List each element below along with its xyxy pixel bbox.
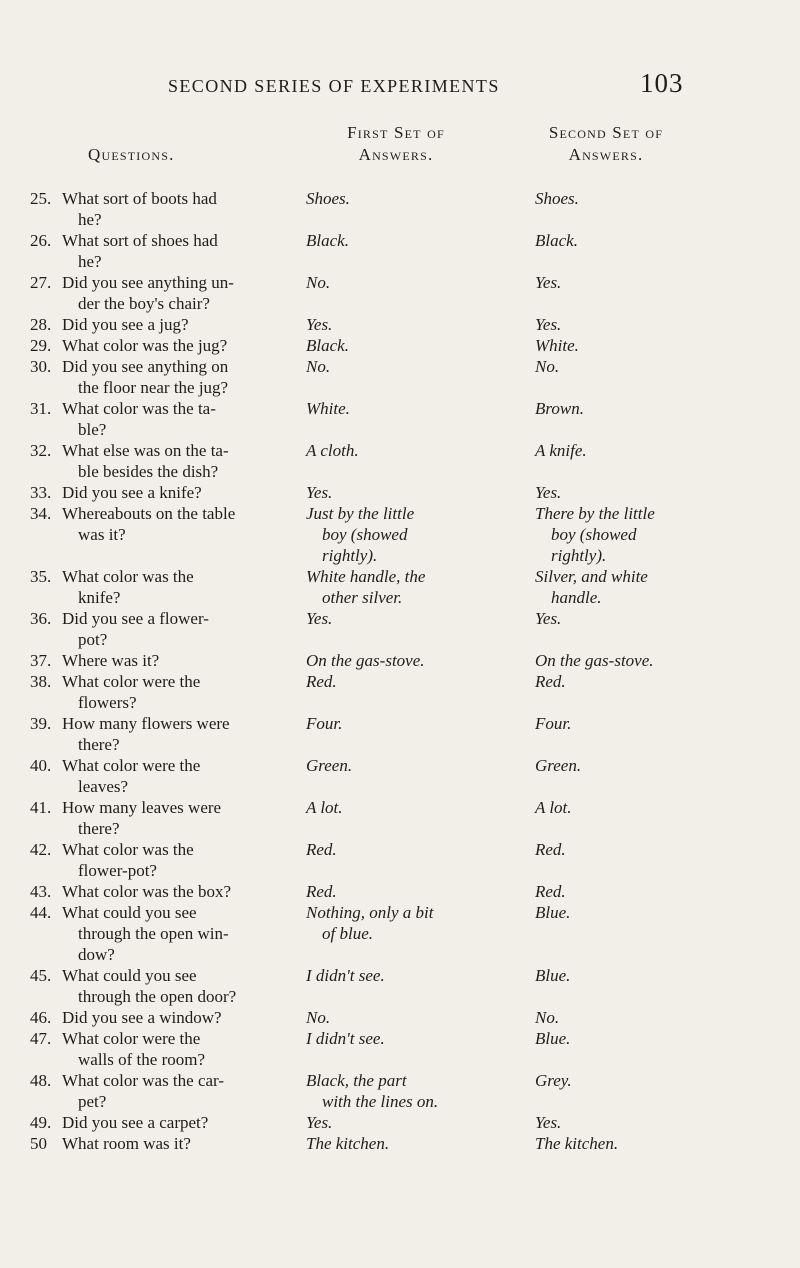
question-text [62,482,298,503]
second-set-column-header [506,122,706,166]
answer-line: Shoes. [535,189,579,208]
question-text [62,671,298,713]
first-set-answer [306,230,516,251]
second-set-answer [535,839,775,860]
first-set-answer [306,902,516,944]
question-line: was it? [78,525,126,544]
page-number: 103 [640,68,684,98]
second-set-header-line-1: Second Set of [548,123,664,142]
answer-line: other silver. [322,588,403,607]
first-set-answer [306,1133,516,1154]
question-line: leaves? [78,777,129,796]
question-text [62,335,298,356]
first-set-header-line-1: First Set of [347,123,445,142]
answer-line: Red. [535,672,566,691]
question-line: Where was it? [62,651,160,670]
answer-line: The kitchen. [535,1134,619,1153]
question-line: through the open win- [78,924,229,943]
question-number: 27. [30,273,52,292]
question-line: dow? [78,945,115,964]
first-set-answer [306,1112,516,1133]
answer-line: No. [535,357,560,376]
question-text [62,650,298,671]
question-line: knife? [78,588,121,607]
answer-line: rightly). [322,546,378,565]
question-line: What else was on the ta- [62,441,229,460]
answer-line: No. [306,357,331,376]
question-line: der the boy's chair? [78,294,210,313]
question-text [62,881,298,902]
answer-line: Four. [306,714,343,733]
column-headers [0,116,800,166]
answer-line: Green. [535,756,582,775]
question-line: Did you see a carpet? [62,1113,209,1132]
answer-line: boy (showed [551,525,637,544]
question-line: Did you see a flower- [62,609,209,628]
question-line: What color were the [62,756,201,775]
question-number: 30. [30,357,52,376]
first-set-answer [306,335,516,356]
second-set-answer [535,230,775,251]
question-text [62,230,298,272]
answer-line: Red. [535,882,566,901]
first-set-answer [306,965,516,986]
answer-line: Red. [535,840,566,859]
answer-line: No. [306,1008,331,1027]
question-line: he? [78,252,102,271]
question-text [62,356,298,398]
second-set-answer [535,1070,775,1091]
answer-line: White. [535,336,579,355]
first-set-answer [306,650,516,671]
answer-line: I didn't see. [306,1029,385,1048]
second-set-answer [535,902,775,923]
question-line: Did you see a knife? [62,483,202,502]
second-set-answer [535,713,775,734]
question-number: 49. [30,1113,52,1132]
second-set-answer [535,272,775,293]
question-number: 31. [30,399,52,418]
answer-line: Blue. [535,903,571,922]
question-line: Did you see anything on [62,357,229,376]
second-set-answer [535,482,775,503]
questions-header-label: Questions. [88,145,175,164]
answer-line: No. [535,1008,560,1027]
question-number: 38. [30,672,52,691]
first-set-header-line-2: Answers. [358,145,434,164]
question-line: What color was the [62,567,194,586]
answer-line: handle. [551,588,602,607]
answer-line: Yes. [535,315,562,334]
answer-line: I didn't see. [306,966,385,985]
answer-line: Black, the part [306,1071,407,1090]
second-set-answer [535,1007,775,1028]
question-line: there? [78,819,120,838]
page-header [0,0,800,110]
question-text [62,272,298,314]
answer-line: A cloth. [306,441,359,460]
answer-line: The kitchen. [306,1134,390,1153]
question-line: Whereabouts on the table [62,504,236,523]
answer-line: No. [306,273,331,292]
first-set-answer [306,503,516,566]
question-number: 34. [30,504,52,523]
first-set-answer [306,314,516,335]
first-set-answer [306,839,516,860]
answer-line: There by the little [535,504,655,523]
answer-line: Silver, and white [535,567,648,586]
first-set-answer [306,671,516,692]
question-number: 45. [30,966,52,985]
first-set-answer [306,713,516,734]
question-line: What color was the box? [62,882,231,901]
second-set-answer [535,671,775,692]
question-number: 41. [30,798,52,817]
second-set-answer [535,503,775,566]
answer-line: Yes. [535,273,562,292]
first-set-answer [306,881,516,902]
first-set-answer [306,356,516,377]
question-line: flower-pot? [78,861,157,880]
question-line: pot? [78,630,108,649]
question-line: Did you see a window? [62,1008,222,1027]
first-set-answer [306,440,516,461]
second-set-answer [535,440,775,461]
answer-line: Yes. [306,1113,333,1132]
question-number: 43. [30,882,52,901]
question-line: What room was it? [62,1134,191,1153]
first-set-answer [306,755,516,776]
answer-line: Red. [306,672,337,691]
answer-line: Green. [306,756,353,775]
answer-line: White handle, the [306,567,426,586]
question-text [62,503,298,545]
answer-line: A lot. [306,798,343,817]
answer-line: Yes. [535,1113,562,1132]
question-text [62,1133,298,1154]
second-set-answer [535,1028,775,1049]
question-text [62,713,298,755]
question-line: What color was the jug? [62,336,228,355]
question-line: What sort of boots had [62,189,217,208]
first-set-answer [306,1007,516,1028]
question-line: Did you see anything un- [62,273,234,292]
question-text [62,398,298,440]
answer-line: Yes. [306,315,333,334]
question-line: What could you see [62,966,197,985]
question-number: 44. [30,903,52,922]
answer-line: Grey. [535,1071,572,1090]
running-head: SECOND SERIES OF EXPERIMENTS [168,76,500,96]
question-line: What sort of shoes had [62,231,218,250]
question-number: 28. [30,315,52,334]
question-line: What color was the [62,840,194,859]
answer-line: with the lines on. [322,1092,439,1111]
question-line: ble besides the dish? [78,462,219,481]
question-number: 42. [30,840,52,859]
question-line: What could you see [62,903,197,922]
question-text [62,566,298,608]
question-text [62,1028,298,1070]
question-line: he? [78,210,102,229]
question-number: 26. [30,231,52,250]
second-set-header-line-2: Answers. [568,145,644,164]
second-set-answer [535,1112,775,1133]
second-set-answer [535,314,775,335]
answer-line: White. [306,399,350,418]
answer-line: Nothing, only a bit [306,903,434,922]
first-set-answer [306,482,516,503]
answer-line: boy (showed [322,525,408,544]
answer-line: Blue. [535,1029,571,1048]
question-text [62,314,298,335]
answer-line: Red. [306,840,337,859]
question-number: 25. [30,189,52,208]
question-text [62,1070,298,1112]
question-line: pet? [78,1092,107,1111]
first-set-column-header [296,122,496,166]
second-set-answer [535,965,775,986]
question-text [62,1112,298,1133]
answer-line: Brown. [535,399,584,418]
answer-line: Black. [535,231,578,250]
second-set-answer [535,398,775,419]
question-number: 50 [30,1134,47,1153]
second-set-answer [535,566,775,608]
question-number: 39. [30,714,52,733]
question-text [62,440,298,482]
question-line: there? [78,735,120,754]
second-set-answer [535,188,775,209]
question-number: 32. [30,441,52,460]
answer-line: Blue. [535,966,571,985]
question-line: What color were the [62,1029,201,1048]
second-set-answer [535,356,775,377]
question-line: ble? [78,420,107,439]
first-set-answer [306,188,516,209]
answer-line: Four. [535,714,572,733]
first-set-answer [306,272,516,293]
question-line: flowers? [78,693,137,712]
question-number: 35. [30,567,52,586]
second-set-answer [535,335,775,356]
question-number: 46. [30,1008,52,1027]
first-set-answer [306,797,516,818]
answer-line: A lot. [535,798,572,817]
answer-line: Yes. [535,609,562,628]
question-line: How many flowers were [62,714,230,733]
first-set-answer [306,1070,516,1112]
question-line: What color was the ta- [62,399,216,418]
second-set-answer [535,1133,775,1154]
question-line: What color was the car- [62,1071,225,1090]
answer-line: of blue. [322,924,373,943]
answer-line: On the gas-stove. [535,651,654,670]
question-number: 40. [30,756,52,775]
answer-line: A knife. [535,441,587,460]
first-set-answer [306,398,516,419]
answer-line: Red. [306,882,337,901]
second-set-answer [535,608,775,629]
answer-line: rightly). [551,546,607,565]
first-set-answer [306,566,516,608]
question-line: through the open door? [78,987,237,1006]
first-set-answer [306,1028,516,1049]
answer-line: Yes. [535,483,562,502]
second-set-answer [535,797,775,818]
answer-line: Yes. [306,483,333,502]
questions-column-header [88,144,228,166]
question-line: What color were the [62,672,201,691]
answer-line: Shoes. [306,189,350,208]
question-line: Did you see a jug? [62,315,189,334]
second-set-answer [535,755,775,776]
question-line: the floor near the jug? [78,378,229,397]
first-set-answer [306,608,516,629]
question-text [62,839,298,881]
question-number: 36. [30,609,52,628]
question-text [62,902,298,965]
question-line: How many leaves were [62,798,222,817]
question-text [62,965,298,1007]
question-number: 47. [30,1029,52,1048]
question-text [62,188,298,230]
answer-line: Black. [306,336,349,355]
answer-line: Just by the little [306,504,415,523]
second-set-answer [535,650,775,671]
question-text [62,797,298,839]
question-number: 29. [30,336,52,355]
question-text [62,608,298,650]
answer-line: On the gas-stove. [306,651,425,670]
question-line: walls of the room? [78,1050,205,1069]
question-number: 37. [30,651,52,670]
second-set-answer [535,881,775,902]
answer-line: Yes. [306,609,333,628]
question-number: 48. [30,1071,52,1090]
question-text [62,755,298,797]
question-number: 33. [30,483,52,502]
question-text [62,1007,298,1028]
answer-line: Black. [306,231,349,250]
